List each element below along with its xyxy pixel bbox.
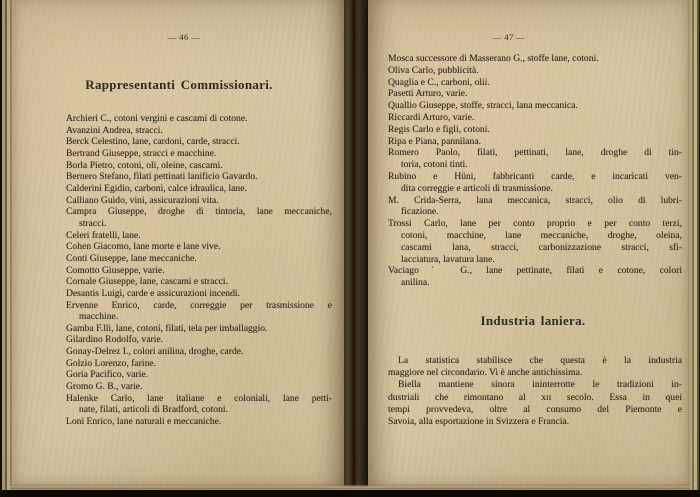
body-paragraphs bbox=[388, 355, 682, 428]
directory-entry bbox=[66, 183, 332, 195]
text-line: Borla Pietro, cotoni, oli, oleine, cascami. bbox=[66, 159, 223, 171]
text-line: Rubino e Hüni, fabbricanti carde, e incaricati ven- bbox=[388, 170, 682, 182]
text-line: Biella mantiene sinora ininterrotte le tradizioni in- bbox=[398, 379, 682, 391]
directory-entry bbox=[66, 230, 332, 242]
directory-entry bbox=[66, 113, 332, 125]
text-line: Berck Celestino, lane, cardoni, carde, stracci. bbox=[66, 136, 240, 148]
directory-list-right bbox=[388, 53, 682, 289]
text-line: tempi provvedeva, oltre al consumo del Piemonte e bbox=[388, 403, 682, 415]
text-line: Regis Carlo e figli, cotoni. bbox=[388, 123, 490, 135]
text-line: Halenke Carlo, lane italiane e coloniali, lane petti- bbox=[66, 392, 332, 404]
text-line: Ervenne Enrico, carde, correggie per trasmissione e bbox=[66, 299, 332, 311]
page-number-right: — 47 — bbox=[492, 32, 526, 42]
text-line: Calliano Guido, vini, assicurazioni vita. bbox=[66, 194, 219, 206]
directory-entry bbox=[66, 160, 332, 172]
paragraph bbox=[388, 355, 682, 379]
directory-entry bbox=[66, 276, 332, 288]
page-edges-left bbox=[0, 0, 14, 491]
directory-entry bbox=[66, 369, 332, 381]
text-line: cotoni, macchine, lane meccaniche, droghe, oleina, bbox=[401, 229, 682, 241]
directory-entry bbox=[66, 358, 332, 370]
directory-entry bbox=[388, 112, 682, 124]
text-line: anilina. bbox=[401, 277, 430, 289]
text-line: Conti Giuseppe, lane meccaniche. bbox=[66, 252, 197, 264]
book-gutter-shadow bbox=[338, 0, 370, 490]
scan-background-bottom bbox=[0, 490, 700, 497]
directory-entry bbox=[388, 195, 682, 219]
directory-entry bbox=[66, 125, 332, 137]
text-line: Golzio Lorenzo, farine. bbox=[66, 357, 157, 369]
text-line: Bernero Stefano, filati pettinati lanificio Gavardo. bbox=[66, 171, 258, 183]
text-line: Quallio Giuseppe, stoffe, stracci, lana meccanica. bbox=[388, 100, 578, 112]
directory-entry bbox=[66, 206, 332, 229]
text-line: Quaglia e C., carboni, olii. bbox=[388, 76, 490, 88]
page-number-left: — 46 — bbox=[167, 32, 201, 42]
text-line: Desantis Luigi, carde e assicurazioni incendi. bbox=[66, 287, 240, 299]
text-line: stracci. bbox=[79, 217, 107, 229]
directory-entry bbox=[388, 218, 682, 265]
text-line: Mosca successore di Masserano G., stoffe lane, cotoni. bbox=[388, 53, 599, 64]
directory-entry bbox=[66, 288, 332, 300]
directory-entry bbox=[66, 346, 332, 358]
text-line: Avanzini Andrea, stracci. bbox=[66, 124, 163, 136]
left-page bbox=[14, 0, 344, 490]
text-line: Comotto Giuseppe, varie. bbox=[66, 264, 165, 276]
text-line: dustriali che rimontano al xɪɪ secolo. Essa in quei bbox=[388, 391, 682, 403]
text-line: Riccardi Arturo, varie. bbox=[388, 111, 475, 123]
text-line: nate, filati, articoli di Bradford, cotoni. bbox=[79, 404, 228, 416]
directory-entry bbox=[388, 77, 682, 89]
directory-entry bbox=[66, 323, 332, 335]
text-line: Oliva Carlo, pubblicità. bbox=[388, 64, 479, 76]
directory-entry bbox=[66, 171, 332, 183]
text-line: dita correggie e articoli di trasmissione. bbox=[401, 182, 553, 194]
text-line: cascami lana, stracci, carbonizzazione stracci, sfi- bbox=[401, 241, 682, 253]
text-line: Goria Pacifico, varie. bbox=[66, 369, 149, 381]
directory-entry bbox=[388, 147, 682, 171]
text-line: Loni Enrico, lane naturali e meccaniche. bbox=[66, 416, 222, 428]
text-line: La statistica stabilisce che questa è la industria bbox=[398, 355, 682, 366]
text-line: Romero Paolo, filati, pettinati, lane, droghe di tin- bbox=[388, 147, 682, 159]
text-line: Calderini Egidio, carboni, calce idraulica, lane. bbox=[66, 182, 247, 194]
directory-entry bbox=[66, 195, 332, 207]
directory-entry bbox=[66, 148, 332, 160]
directory-entry bbox=[66, 136, 332, 148]
text-line: Gonay-Delrez I., colori anilina, droghe, carde. bbox=[66, 346, 244, 358]
text-line: Pasetti Arturo, varie. bbox=[388, 88, 468, 100]
directory-entry bbox=[66, 381, 332, 393]
text-line: Bertrand Giuseppe, stracci e macchine. bbox=[66, 147, 217, 159]
text-line: M. Crida-Serra, lana meccanica, stracci, olio di lubri- bbox=[388, 194, 682, 206]
section-title-left: Rappresentanti Commissionari. bbox=[85, 77, 273, 92]
directory-entry bbox=[388, 136, 682, 148]
text-line: lacciatura, lavatura lane. bbox=[401, 253, 495, 265]
text-line: Gilardino Rodolfo, varie. bbox=[66, 334, 163, 346]
text-line: Cornale Giuseppe, lane, cascami e stracci. bbox=[66, 276, 228, 288]
directory-entry bbox=[388, 100, 682, 112]
text-line: Cohen Giacomo, lane morte e lane vive. bbox=[66, 241, 221, 253]
text-line: ficazione. bbox=[401, 206, 439, 218]
text-line: Vaciago˙ G., lane pettinate, filati e cotone, colori bbox=[388, 265, 682, 277]
text-line: Trossi Carlo, lane per conto proprio e per conto terzi, bbox=[388, 218, 682, 230]
directory-entry bbox=[66, 393, 332, 416]
paragraph bbox=[388, 379, 682, 428]
text-line: Archieri C., cotoni vergini e cascami di cotone. bbox=[66, 113, 248, 124]
directory-entry bbox=[66, 241, 332, 253]
directory-entry bbox=[388, 88, 682, 100]
directory-entry bbox=[388, 124, 682, 136]
directory-list-left bbox=[66, 113, 332, 428]
text-line: macchine. bbox=[79, 311, 119, 323]
section-title-right: Industria laniera. bbox=[480, 313, 586, 328]
directory-entry bbox=[66, 253, 332, 265]
directory-entry bbox=[388, 265, 682, 289]
page-edges-right bbox=[690, 0, 700, 490]
directory-entry bbox=[66, 300, 332, 323]
directory-entry bbox=[66, 265, 332, 277]
directory-entry bbox=[66, 334, 332, 346]
directory-entry bbox=[66, 416, 332, 428]
text-line: Gamba F.lli, lane, cotoni, filati, tela per imballaggio. bbox=[66, 322, 268, 334]
text-line: Campra Giuseppe, droghe di tintoria, lane meccaniche, bbox=[66, 206, 332, 218]
directory-entry bbox=[388, 171, 682, 195]
text-line: toria, cotoni tinti. bbox=[401, 159, 468, 171]
directory-entry bbox=[388, 53, 682, 65]
text-line: Ripa e Piana, pannilana. bbox=[388, 135, 481, 147]
text-line: Savoia, alla esportazione in Svizzera e Francia. bbox=[388, 416, 570, 428]
text-line: Celeri fratelli, lane. bbox=[66, 229, 141, 241]
text-line: maggiore nel circondario. Vi è anche antichissima. bbox=[388, 367, 583, 379]
right-page bbox=[368, 0, 690, 490]
text-line: Gromo G. B., varie. bbox=[66, 381, 143, 393]
directory-entry bbox=[388, 65, 682, 77]
